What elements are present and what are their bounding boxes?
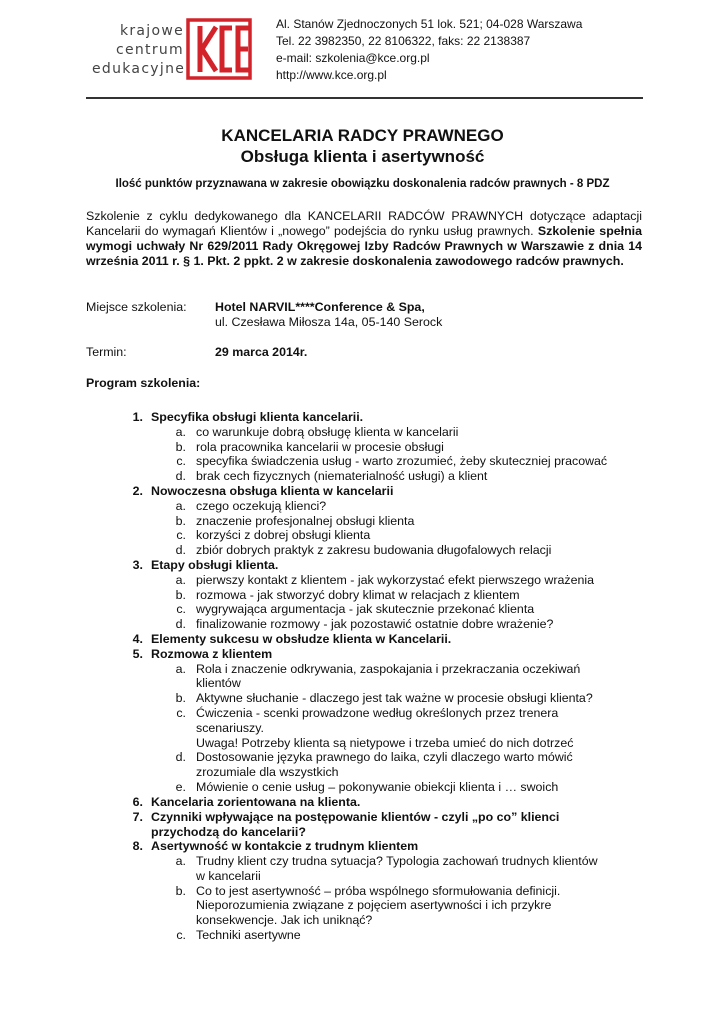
section-title: Specyfika obsługi klienta kancelarii. — [151, 410, 364, 424]
intro-paragraph — [86, 209, 642, 269]
item-text: znaczenie profesjonalnej obsługi klienta — [196, 513, 415, 528]
item-text: zrozumiale dla wszystkich — [196, 765, 339, 780]
item-text: Uwaga! Potrzeby klienta są nietypowe i trzeba umieć do nich dotrzeć — [196, 735, 574, 750]
item-text: brak cech fizycznych (niematerialność usługi) a klient — [196, 469, 488, 484]
phone-line: Tel. 22 3982350, 22 8106322, faks: 22 2138387 — [276, 34, 531, 48]
item-letter: a. — [175, 572, 186, 587]
item-text: Techniki asertywne — [196, 928, 301, 942]
item-text: pierwszy kontakt z klientem - jak wykorzystać efekt pierwszego wrażenia — [196, 572, 595, 587]
item-letter: c. — [176, 602, 186, 617]
item-letter: d. — [175, 750, 186, 765]
item-text: korzyści z dobrej obsługi klienta — [196, 528, 371, 543]
kce-logo-icon — [186, 18, 252, 80]
section-number: 7. — [132, 809, 143, 824]
item-letter: a. — [175, 854, 186, 868]
date-value: 29 marca 2014r. — [215, 345, 308, 359]
item-letter: b. — [175, 587, 186, 602]
item-letter: d. — [175, 617, 186, 632]
location-name: Hotel NARVIL****Conference & Spa, — [215, 300, 425, 314]
section-number: 6. — [132, 794, 143, 809]
item-text: scenariuszy. — [196, 720, 264, 735]
item-text: wygrywająca argumentacja - jak skutecznie przekonać klienta — [196, 602, 535, 617]
item-letter: b. — [175, 513, 186, 528]
points-info: Ilość punktów przyznawana w zakresie obowiązku doskonalenia radców prawnych - 8 PDZ — [115, 178, 610, 190]
item-text: w kancelarii — [196, 868, 261, 883]
item-letter: c. — [176, 528, 186, 543]
header-divider — [86, 97, 643, 99]
section-number: 3. — [132, 558, 143, 572]
date-label: Termin: — [86, 345, 127, 359]
page-subtitle: Obsługa klienta i asertywność — [240, 147, 485, 166]
item-letter: b. — [175, 691, 186, 706]
section-title: Rozmowa z klientem — [151, 646, 273, 661]
item-text: Aktywne słuchanie - dlaczego jest tak ważne w procesie obsługi klienta? — [196, 691, 593, 706]
address-line: Al. Stanów Zjednoczonych 51 lok. 521; 04-028 Warszawa — [276, 17, 583, 31]
item-text: Ćwiczenia - scenki prowadzone według określonych przez trenera — [196, 706, 559, 720]
item-text: konsekwencje. Jak ich uniknąć? — [196, 913, 373, 928]
location-address: ul. Czesława Miłosza 14a, 05-140 Serock — [215, 315, 443, 329]
item-letter: c. — [176, 706, 186, 720]
item-text: Co to jest asertywność – próba wspólnego sformułowania definicji. — [196, 883, 561, 898]
item-letter: d. — [175, 469, 186, 484]
item-text: Trudny klient czy trudna sytuacja? Typologia zachowań trudnych klientów — [196, 854, 598, 868]
section-title: Etapy obsługi klienta. — [151, 558, 279, 572]
section-number: 1. — [132, 410, 143, 424]
item-letter: d. — [175, 543, 186, 558]
item-letter: a. — [175, 498, 186, 513]
section-number: 4. — [132, 632, 143, 646]
section-title: Czynniki wpływające na postępowanie klientów - czyli „po co” klienci przychodzą do kancelarii? — [151, 809, 560, 839]
item-text: co warunkuje dobrą obsługę klienta w kancelarii — [196, 424, 459, 439]
intro-text: Szkolenie z cyklu dedykowanego dla KANCELARII RADCÓW PRAWNYCH dotyczące adaptacji Kancelarii do wymagań Klientów i „nowego” podejścia do rynku usług prawnych. — [86, 209, 642, 238]
item-text: Mówienie o cenie usług – pokonywanie obiekcji klienta i … swoich — [196, 780, 559, 794]
item-letter: b. — [175, 439, 186, 454]
item-letter: c. — [176, 454, 186, 469]
location-label: Miejsce szkolenia: — [86, 300, 187, 314]
item-letter: a. — [175, 424, 186, 439]
item-text: zbiór dobrych praktyk z zakresu budowania długofalowych relacji — [196, 543, 552, 558]
item-letter: a. — [175, 661, 186, 676]
logo-line: edukacyjne — [92, 61, 186, 77]
item-letter: b. — [175, 883, 186, 898]
section-number: 8. — [132, 839, 143, 854]
logo-text — [92, 22, 184, 79]
item-text: klientów — [196, 676, 241, 691]
item-text: Dostosowanie języka prawnego do laika, czyli dlaczego warto mówić — [196, 750, 573, 765]
page-title: KANCELARIA RADCY PRAWNEGO — [221, 126, 504, 145]
logo-line: krajowe — [119, 23, 184, 39]
item-text: czego oczekują klienci? — [196, 498, 327, 513]
item-text: specyfika świadczenia usług - warto zrozumieć, żeby skuteczniej pracować — [196, 454, 608, 469]
item-text: finalizowanie rozmowy - jak pozostawić ostatnie dobre wrażenie? — [196, 617, 554, 632]
email-line[interactable]: e-mail: szkolenia@kce.org.pl — [276, 51, 430, 65]
section-number: 2. — [132, 484, 143, 498]
logo-line: centrum — [115, 42, 184, 58]
item-letter: e. — [175, 780, 186, 794]
contact-address — [276, 16, 582, 84]
item-text: Rola i znaczenie odkrywania, zaspokajania i przekraczania oczekiwań — [196, 661, 581, 676]
website-link[interactable]: http://www.kce.org.pl — [276, 68, 387, 82]
program-label: Program szkolenia: — [86, 376, 201, 390]
section-title: Asertywność w kontakcie z trudnym klientem — [151, 839, 419, 854]
item-text: rola pracownika kancelarii w procesie obsługi — [196, 439, 444, 454]
section-title: Kancelaria zorientowana na klienta. — [151, 794, 361, 809]
section-number: 5. — [132, 646, 143, 661]
item-text: Nieporozumienia związane z pojęciem asertywności i ich przykre — [196, 898, 552, 913]
section-title: Nowoczesna obsługa klienta w kancelarii — [151, 484, 394, 498]
intro-bold-text: Szkolenie spełnia wymogi uchwały Nr 629/2011 Rady Okręgowej Izby Radców Prawnych w Warszawie z dnia 14 września 2011 r. § 1. Pkt. 2 ppkt. 2 w zakresie doskonalenia zawodowego radców prawnych. — [86, 224, 643, 268]
item-letter: c. — [176, 928, 186, 942]
item-text: rozmowa - jak stworzyć dobry klimat w relacjach z klientem — [196, 587, 520, 602]
section-title: Elementy sukcesu w obsłudze klienta w Kancelarii. — [151, 632, 452, 646]
